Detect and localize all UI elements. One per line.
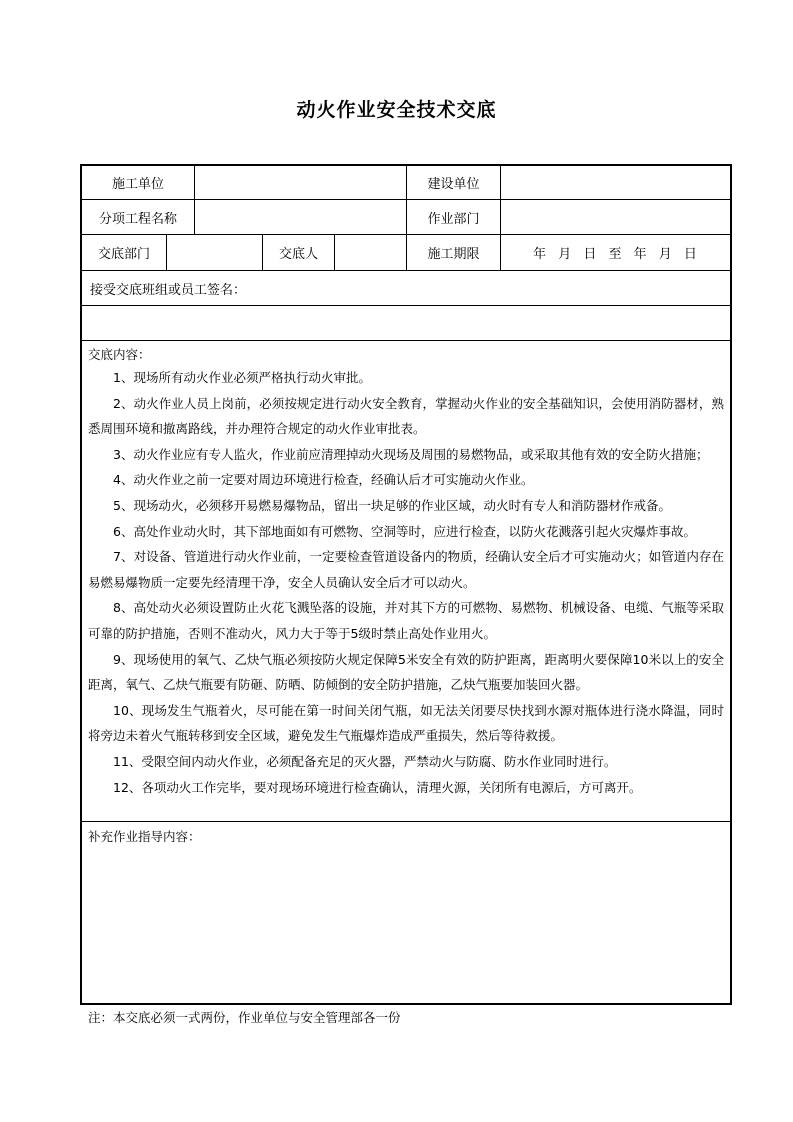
sub-project-name-field[interactable] xyxy=(195,200,406,234)
sub-project-name-label: 分项工程名称 xyxy=(98,211,177,227)
briefing-department-field[interactable] xyxy=(167,235,262,270)
content-item: 2、动火作业人员上岗前，必须按规定进行动火安全教育，掌握动火作业的安全基础知识，会使用消防器材，熟悉周围环境和撤离路线，并办理符合规定的动火作业审批表。 xyxy=(88,395,724,437)
work-department-field[interactable] xyxy=(501,200,730,234)
signature-label: 接受交底班组或员工签名： xyxy=(90,282,247,298)
content-item: 8、高处动火必须设置防止火花飞溅坠落的设施，并对其下方的可燃物、易燃物、机械设备、电缆、气瓶等采取可靠的防护措施，否则不准动火，风力大于等于5级时禁止高处作业用火。 xyxy=(88,600,724,641)
content-item: 10、现场发生气瓶着火，尽可能在第一时间关闭气瓶，如无法关闭要尽快找到水源对瓶体进行浇水降温，同时将旁边未着火气瓶转移到安全区域，避免发生气瓶爆炸造成严重损失，然后等待救援。 xyxy=(88,702,724,744)
content-item: 1、现场所有动火作业必须严格执行动火审批。 xyxy=(113,370,371,385)
work-department-label: 作业部门 xyxy=(427,211,480,227)
construction-unit-field[interactable] xyxy=(195,166,406,199)
construction-period-label: 施工期限 xyxy=(427,247,480,262)
footer-note: 注：本交底必须一式两份，作业单位与安全管理部各一份 xyxy=(88,1010,401,1025)
briefing-form xyxy=(80,164,732,1005)
content-item: 4、动火作业之前一定要对周边环境进行检查，经确认后才可实施动火作业。 xyxy=(113,472,534,488)
content-item: 11、受限空间内动火作业，必须配备充足的灭火器，严禁动火与防腐、防水作业同时进行。 xyxy=(113,753,617,769)
construction-unit-label: 施工单位 xyxy=(111,177,164,192)
briefing-content xyxy=(82,341,730,821)
briefer-label: 交底人 xyxy=(278,247,318,262)
briefing-department-label: 交底部门 xyxy=(97,247,150,262)
content-item: 9、现场使用的氧气、乙炔气瓶必须按防火规定保障5米安全有效的防护距离，距离明火要保障10米以上的安全距离，氧气、乙炔气瓶要有防砸、防晒、防倾倒的安全防护措施，乙炔气瓶要加装回火器。 xyxy=(88,651,724,693)
signature-field[interactable] xyxy=(82,306,730,340)
briefing-content-label: 交底内容： xyxy=(88,347,151,362)
construction-period-field[interactable]: 年 月 日 至 年 月 日 xyxy=(533,247,698,262)
document-title: 动火作业安全技术交底 xyxy=(296,99,497,121)
builder-unit-label: 建设单位 xyxy=(427,177,480,192)
content-item: 7、对设备、管道进行动火作业前，一定要检查管道设备内的物质，经确认安全后才可实施动火；如管道内存在易燃易爆物质一定要先经清理干净，安全人员确认安全后才可以动火。 xyxy=(88,549,724,590)
content-item: 3、动火作业应有专人监火，作业前应清理掉动火现场及周围的易燃物品，或采取其他有效的安全防火措施； xyxy=(113,446,709,462)
briefer-field[interactable] xyxy=(335,235,406,270)
content-item: 12、各项动火工作完毕，要对现场环境进行检查确认，清理火源，关闭所有电源后，方可离开。 xyxy=(113,779,642,795)
supplement-section[interactable] xyxy=(82,822,730,1003)
content-item: 5、现场动火，必须移开易燃易爆物品，留出一块足够的作业区域，动火时有专人和消防器材作戒备。 xyxy=(113,497,671,513)
supplement-label: 补充作业指导内容： xyxy=(88,829,201,844)
builder-unit-field[interactable] xyxy=(501,166,730,199)
content-item: 6、高处作业动火时，其下部地面如有可燃物、空洞等时，应进行检查，以防火花溅落引起火灾爆炸事故。 xyxy=(113,523,696,539)
